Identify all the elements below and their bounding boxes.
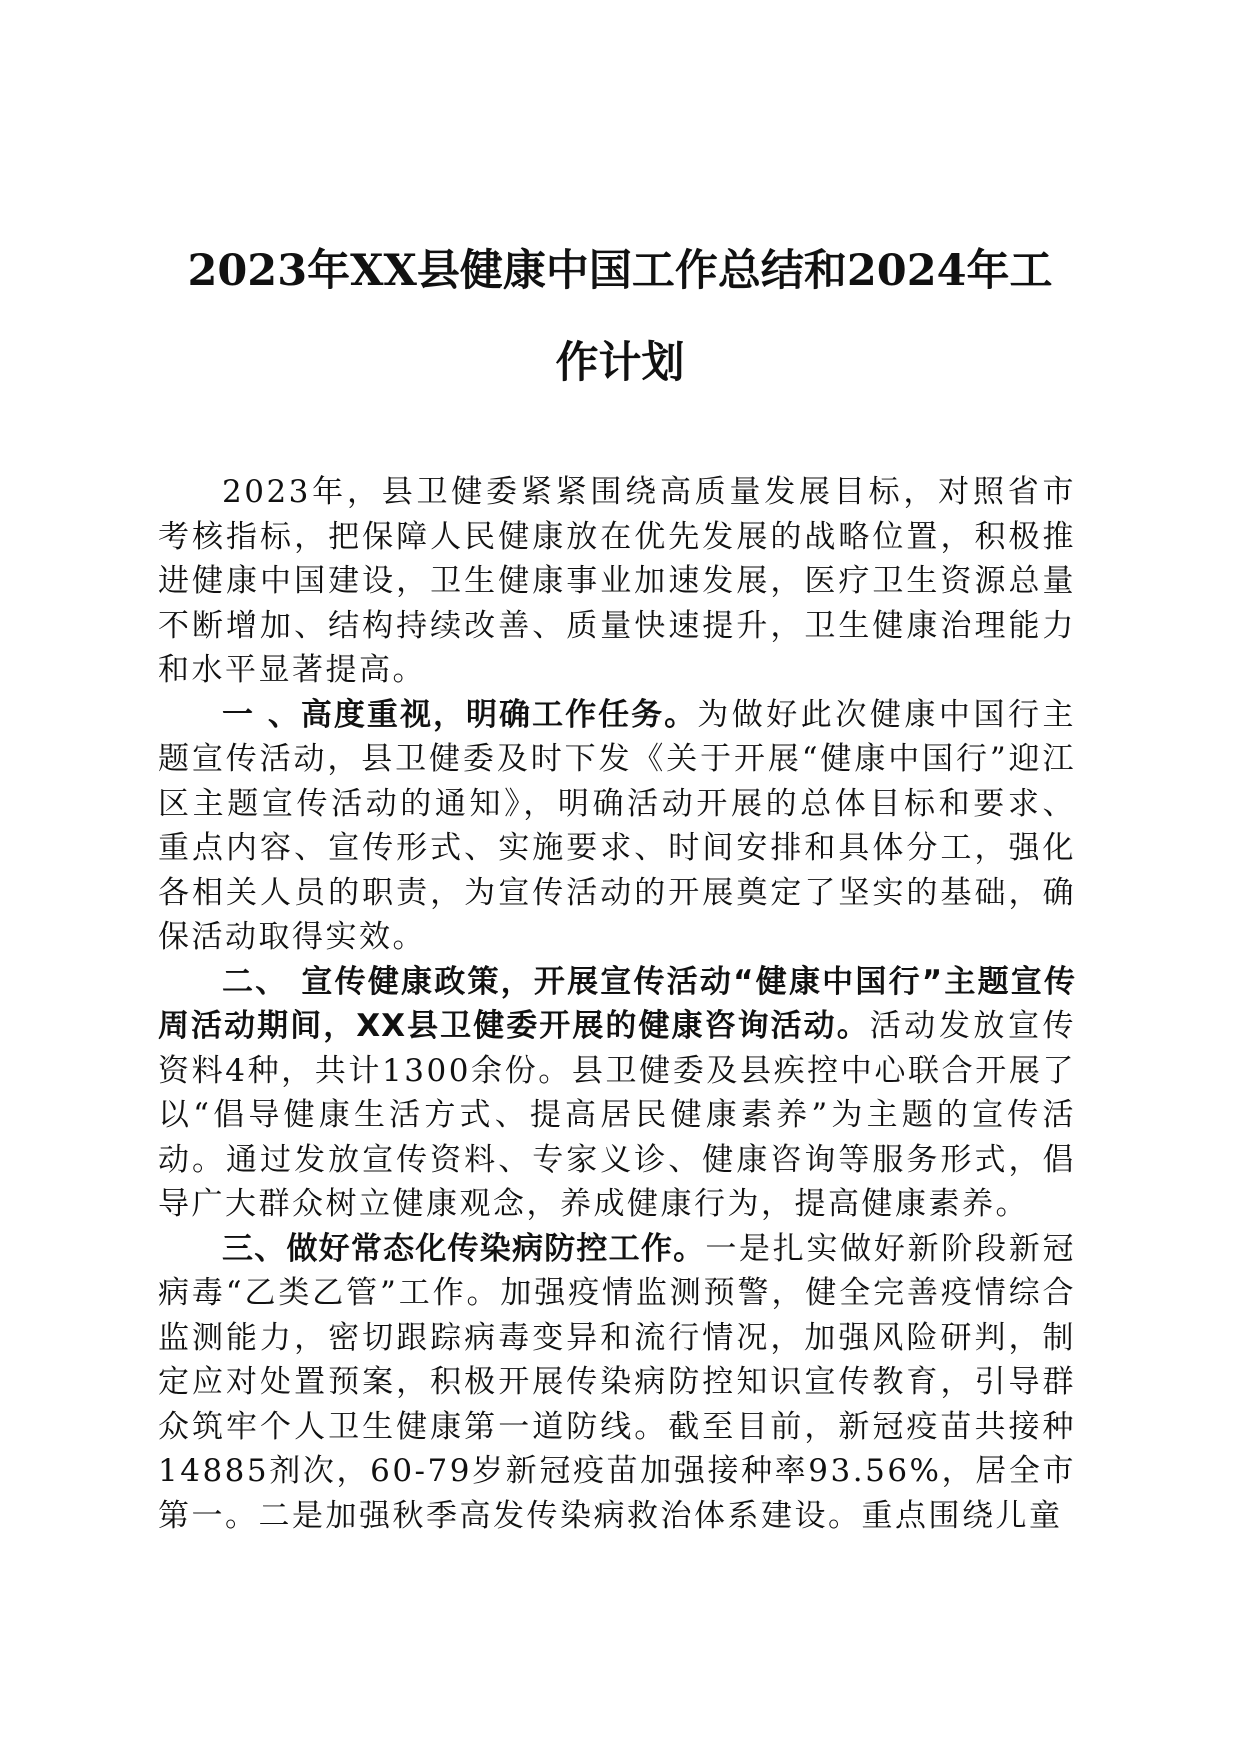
section-heading: 三、做好常态化传染病防控工作。 xyxy=(222,1230,706,1267)
title-line-2: 作计划 xyxy=(555,338,685,388)
title-line-1: 2023年XX县健康中国工作总结和2024年工 xyxy=(187,246,1053,296)
paragraph-text: 一是扎实做好新阶段新冠病毒“乙类乙管”工作。加强疫情监测预警，健全完善疫情综合监测能力，密切跟踪病毒变异和流行情况，加强风险研判，制定应对处置预案，积极开展传染病防控知识宣传教育，引导群众筑牢个人卫生健康第一道防线。截至目前，新冠疫苗共接种14885剂次，60-79岁新冠疫苗加强接种率93.56%，居全市第一。二是加强秋季高发传染病救治体系建设。重点围绕儿童 xyxy=(158,1230,1077,1534)
paragraph-intro xyxy=(158,470,1076,693)
section-heading: 二、 宣传健康政策，开展宣传活动“健康中国行”主题宣传周活动期间，XX县卫健委开展的健康咨询活动。 xyxy=(158,963,1076,1044)
paragraph-text: 活动发放宣传资料4种，共计1300余份。县卫健委及县疾控中心联合开展了以“倡导健康生活方式、提高居民健康素养”为主题的宣传活动。通过发放宣传资料、专家义诊、健康咨询等服务形式，倡导广大群众树立健康观念，养成健康行为，提高健康素养。 xyxy=(158,1008,1076,1222)
paragraph-text: 2023年，县卫健委紧紧围绕高质量发展目标，对照省市考核指标，把保障人民健康放在优先发展的战略位置，积极推进健康中国建设，卫生健康事业加速发展，医疗卫生资源总量不断增加、结构持续改善、质量快速提升，卫生健康治理能力和水平显著提高。 xyxy=(158,474,1076,688)
paragraph-section-1 xyxy=(158,693,1076,960)
document-title xyxy=(150,225,1090,409)
document-body xyxy=(158,470,1076,1538)
section-heading: 一 、高度重视，明确工作任务。 xyxy=(222,696,698,733)
paragraph-section-3 xyxy=(158,1227,1076,1539)
paragraph-text: 为做好此次健康中国行主题宣传活动，县卫健委及时下发《关于开展“健康中国行”迎江区主题宣传活动的通知》，明确活动开展的总体目标和要求、重点内容、宣传形式、实施要求、时间安排和具体分工，强化各相关人员的职责，为宣传活动的开展奠定了坚实的基础，确保活动取得实效。 xyxy=(158,696,1076,955)
paragraph-section-2 xyxy=(158,960,1076,1227)
